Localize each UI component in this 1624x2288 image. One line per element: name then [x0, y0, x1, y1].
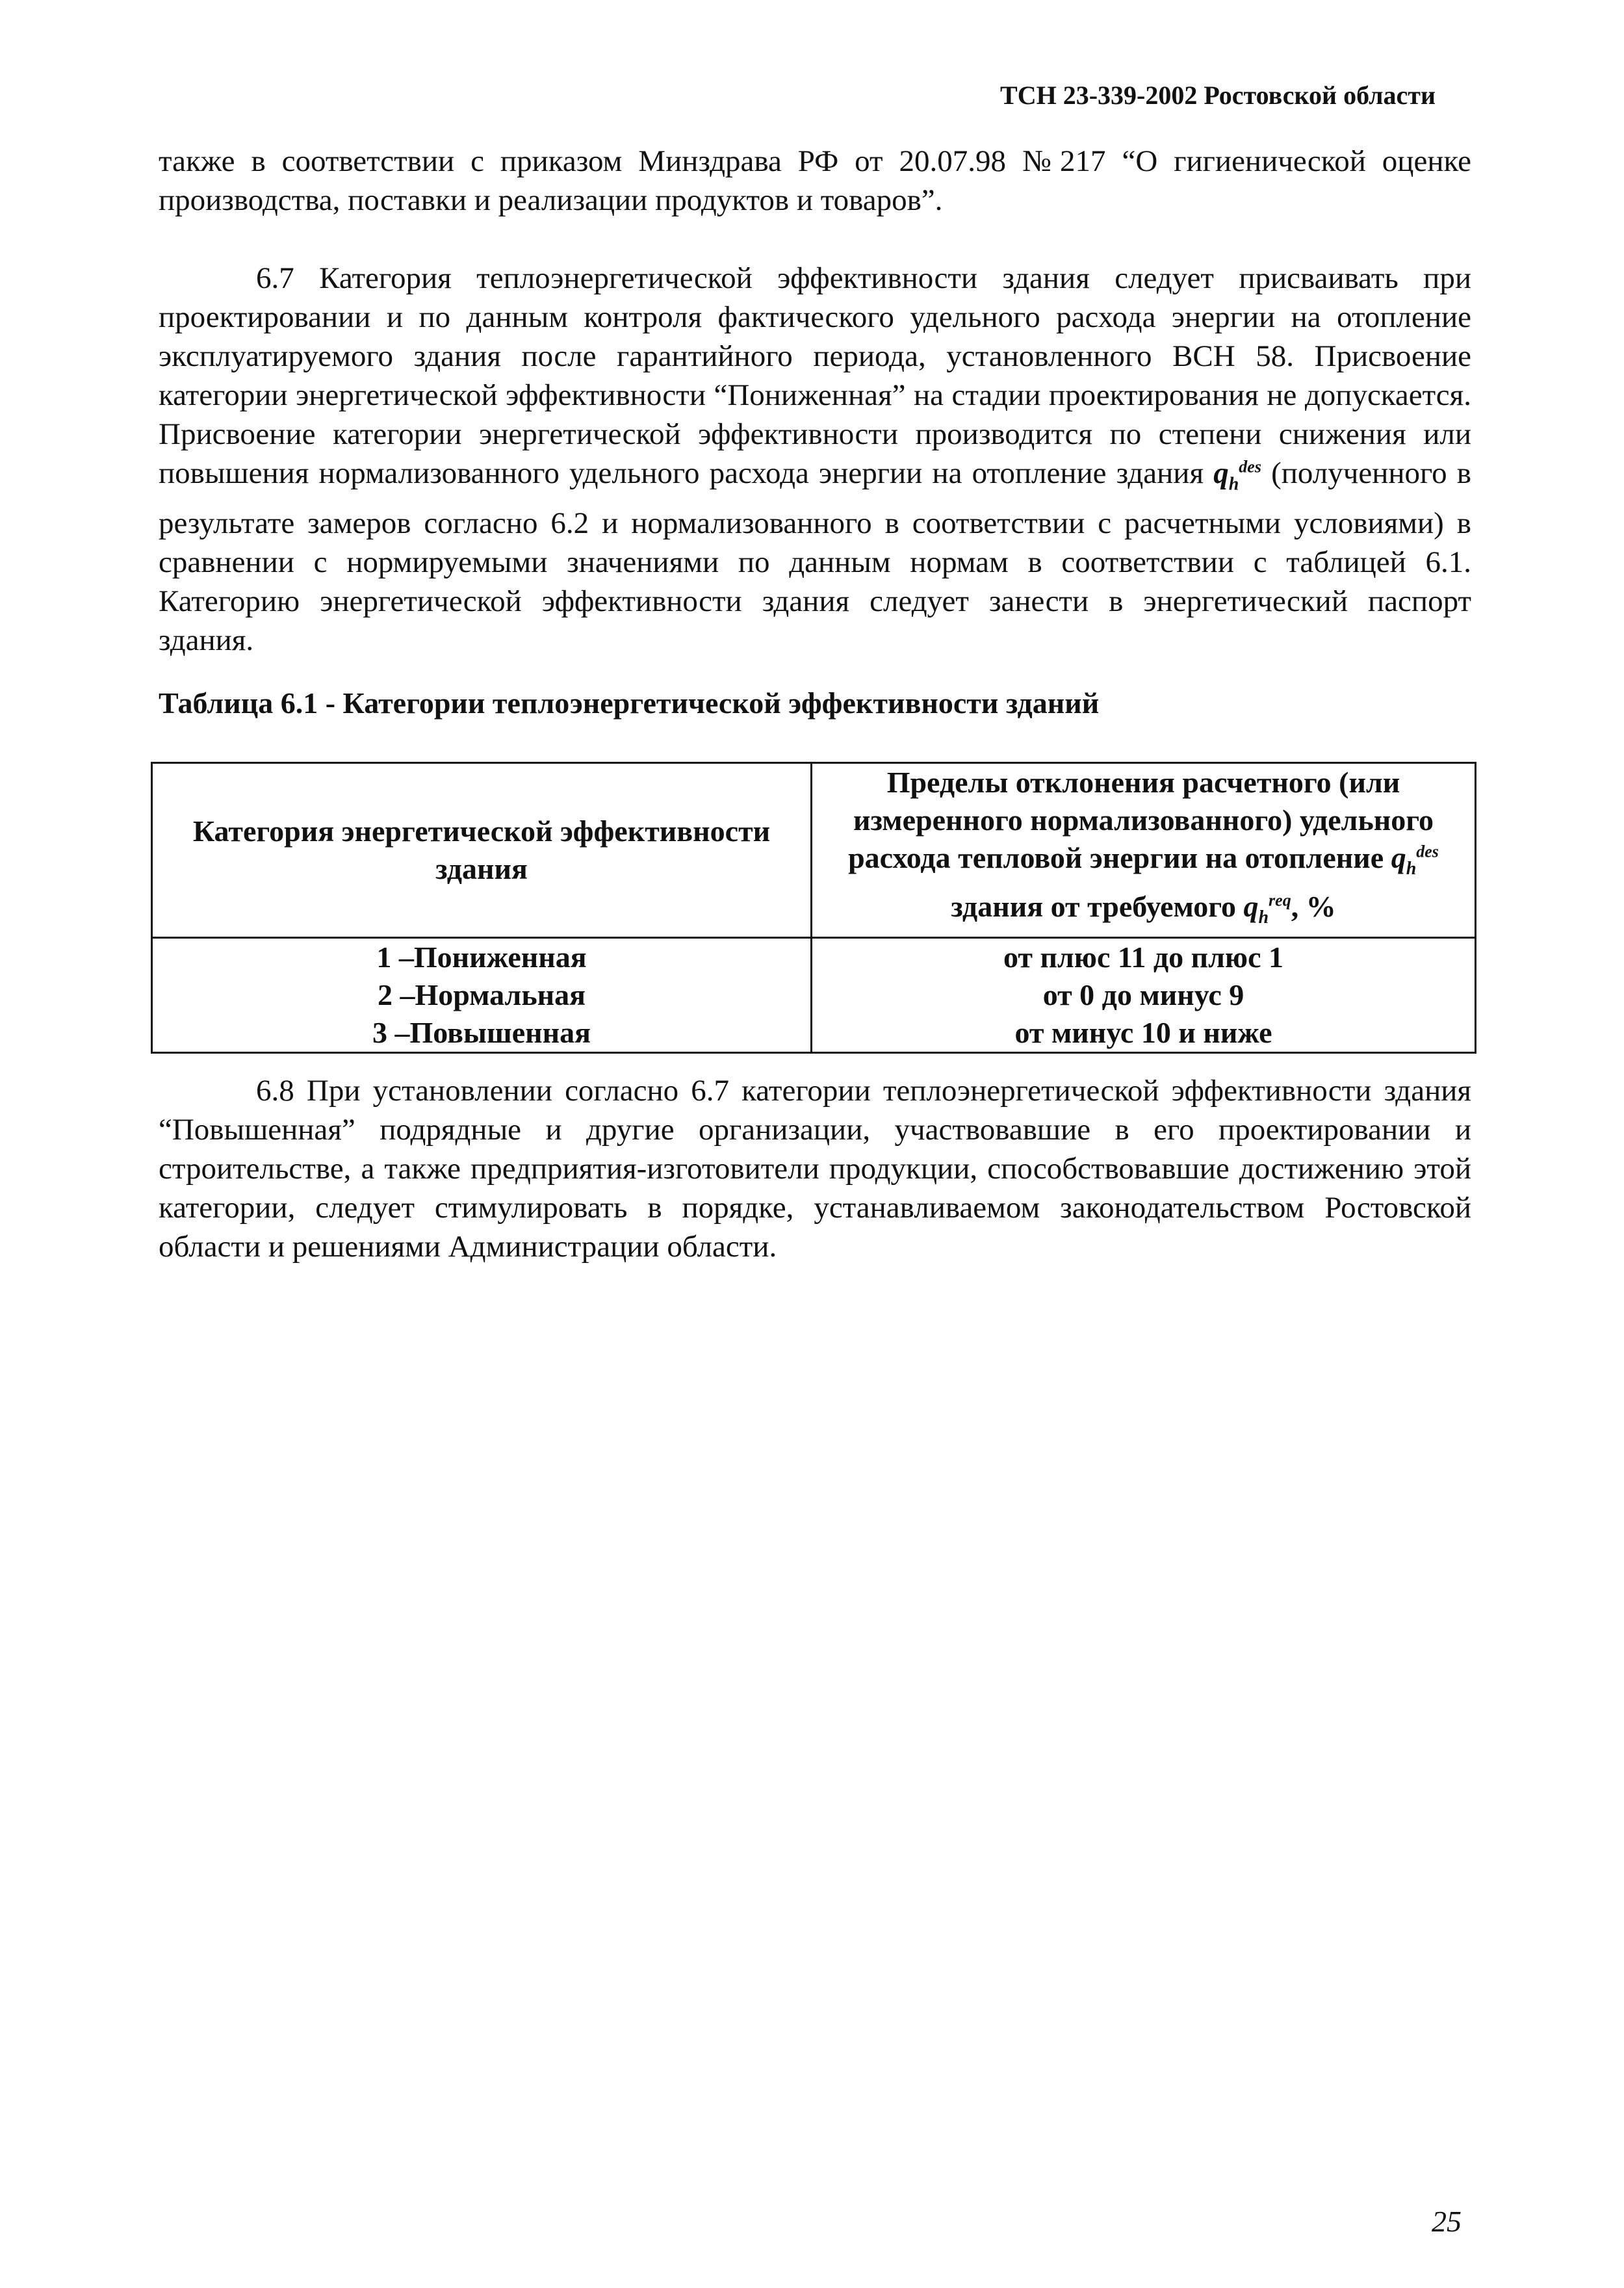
table-header-deviation: Пределы отклонения расчетного (или измеренного нормализованного) удельного расхода тепловой энергии на отопление $q_h^{des}$ здания от требуемого $q_h^{req}$, % — [812, 763, 1476, 938]
table-cell-category: 1 –Пониженная — [376, 941, 587, 974]
table-cell-range: от плюс 11 до плюс 1 — [1003, 941, 1283, 974]
energy-category-table — [151, 762, 1476, 1054]
paragraph-6-7-part-a: 6.7 Категория теплоэнергетической эффективности здания следует присваивать при проектировании и по данным контроля фактического удельного расхода энергии на отопление эксплуатируемого здания после гарантийного периода, установленного ВСН 58. Присвоение категории энергетической эффективности “Пониженная” на стадии проектирования не допускается. Присвоение категории энергетической эффективности производится по степени снижения или повышения нормализованного удельного расхода энергии на отопление здания — [159, 261, 1471, 490]
q-h-des-symbol: $q_h^{des}$ — [1391, 841, 1439, 879]
running-header: ТСН 23-339-2002 Ростовской области — [1000, 81, 1436, 110]
paragraph-6-7 — [159, 259, 1471, 660]
table-header-category: Категория энергетической эффективности здания — [152, 763, 812, 938]
table-cell-categories — [152, 938, 812, 1053]
table-header-row — [152, 763, 1476, 938]
table-cell-category: 2 –Нормальная — [377, 978, 586, 1012]
table-cell-range: от минус 10 и ниже — [1014, 1016, 1272, 1050]
paragraph-6-8: 6.8 При установлении согласно 6.7 категории теплоэнергетической эффективности здания “Повышенная” подрядные и другие организации, участвовавшие в его проектировании и строительстве, а также предприятия-изготовители продукции, способствовавшие достижению этой категории, следует стимулировать в порядке, устанавливаемом законодательством Ростовской области и решениями Администрации области. — [159, 1074, 1471, 1264]
table-cell-category: 3 –Повышенная — [372, 1016, 591, 1050]
page-number: 25 — [1432, 2205, 1462, 2238]
table-row — [152, 938, 1476, 1053]
q-h-req-symbol: $q_h^{req}$ — [1243, 890, 1291, 928]
paragraph-intro: также в соответствии с приказом Минздрава РФ от 20.07.98 №217 “О гигиенической оценке производства, поставки и реализации продуктов и товаров”. — [159, 144, 1471, 217]
table-cell-range: от 0 до минус 9 — [1042, 978, 1244, 1012]
q-h-des-symbol: $q_h^{des}$ — [1213, 456, 1261, 495]
table-caption: Таблица 6.1 - Категории теплоэнергетической эффективности зданий — [159, 686, 1100, 720]
table-cell-ranges — [812, 938, 1476, 1053]
paragraph-6-7-part-b: (полученного в результате замеров согласно 6.2 и нормализованного в соответствии с расчетными условиями) в сравнении с нормируемыми значениями по данным нормам в соответствии с таблицей 6.1. Категорию энергетической эффективности здания следует занести в энергетический паспорт здания. — [159, 456, 1471, 658]
